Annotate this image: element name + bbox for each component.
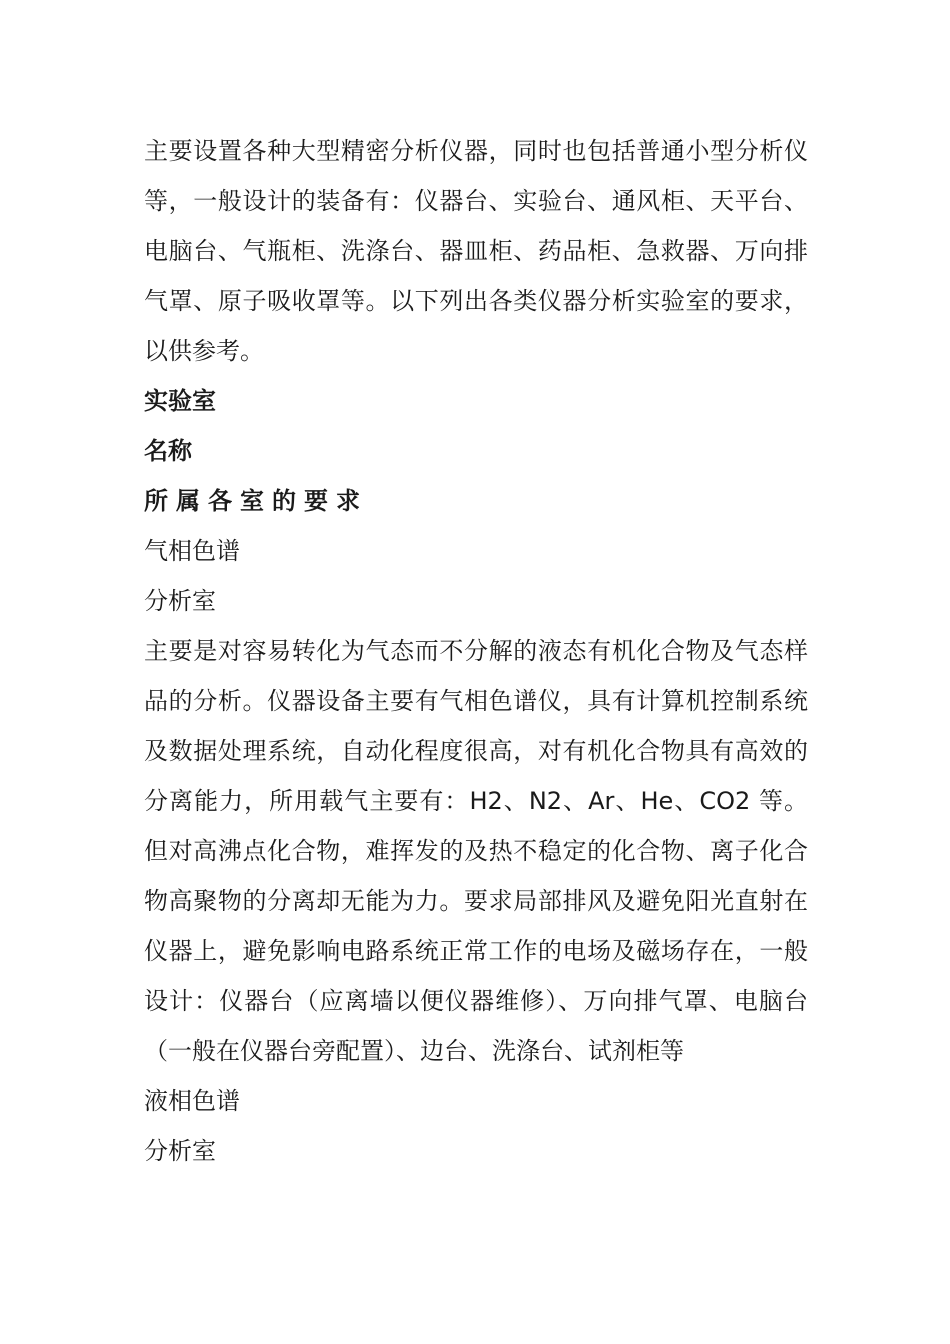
header-requirements-label: 所属各室的要求	[144, 487, 368, 515]
row-lc-name-line2: 分析室	[144, 1137, 216, 1165]
row-gc-name-line1: 气相色谱	[144, 537, 240, 565]
header-name-label: 名称	[144, 437, 192, 465]
intro-paragraph: 主要设置各种大型精密分析仪器，同时也包括普通小型分析仪等，一般设计的装备有：仪器台、实验台、通风柜、天平台、电脑台、气瓶柜、洗涤台、器皿柜、药品柜、急救器、万向排气罩、原子吸收罩等。以下列出各类仪器分析实验室的要求，以供参考。	[144, 137, 808, 365]
document-page	[144, 126, 808, 1176]
row-gc-name-line2: 分析室	[144, 587, 216, 615]
row-gc-description: 主要是对容易转化为气态而不分解的液态有机化合物及气态样品的分析。仪器设备主要有气相色谱仪，具有计算机控制系统及数据处理系统，自动化程度很高，对有机化合物具有高效的分离能力，所用载气主要有：H2、N2、Ar、He、CO2 等。但对高沸点化合物，难挥发的及热不稳定的化合物、离子化合物高聚物的分离却无能为力。要求局部排风及避免阳光直射在仪器上，避免影响电路系统正常工作的电场及磁场存在，一般设计：仪器台（应离墙以便仪器维修）、万向排气罩、电脑台（一般在仪器台旁配置）、边台、洗涤台、试剂柜等	[144, 637, 808, 1065]
header-lab-label: 实验室	[144, 387, 216, 415]
row-lc-name-line1: 液相色谱	[144, 1087, 240, 1115]
